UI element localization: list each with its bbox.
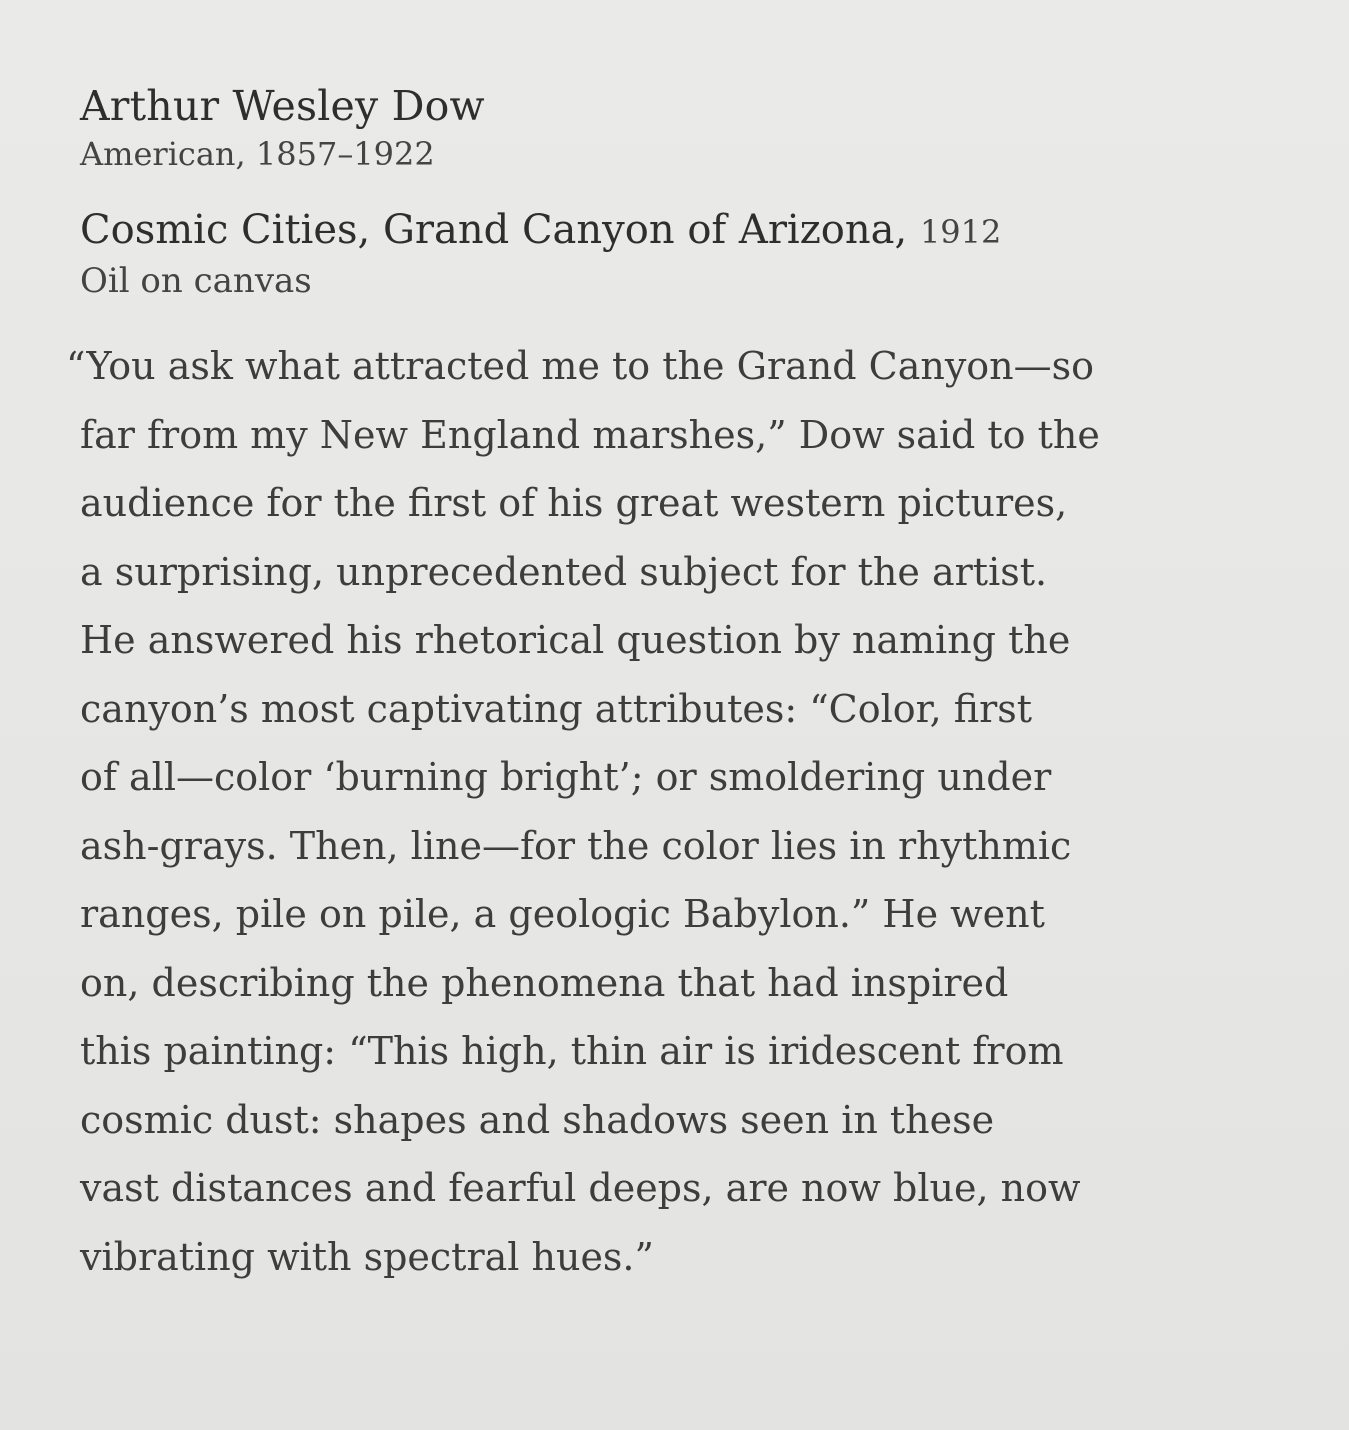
description-line: on, describing the phenomena that had inspired (80, 960, 1009, 1005)
artwork-title: Cosmic Cities, Grand Canyon of Arizona (80, 207, 895, 253)
description-line: vast distances and fearful deeps, are now blue, now (80, 1166, 1081, 1210)
description-line: vibrating with spectral hues.” (80, 1234, 654, 1279)
description-line: canyon’s most captivating attributes: “Color, first (80, 686, 1033, 731)
description-line: ash-grays. Then, line—for the color lies in rhythmic (80, 823, 1072, 868)
description-line: He answered his rhetorical question by naming the (80, 618, 1071, 662)
artwork-medium: Oil on canvas (80, 261, 312, 301)
description-line: ranges, pile on pile, a geologic Babylon.” He went (80, 892, 1045, 936)
description-text (66, 332, 1289, 1291)
artwork-title-line (80, 204, 1289, 258)
artist-nationality-dates: American, 1857–1922 (80, 135, 435, 173)
description-line: “You ask what attracted me to the Grand Canyon—so (66, 344, 1095, 388)
description-line: of all—color ‘burning bright’; or smoldering under (80, 755, 1052, 799)
description-line: cosmic dust: shapes and shadows seen in these (80, 1097, 995, 1142)
description-line: audience for the first of his great western pictures, (80, 481, 1068, 525)
artist-name: Arthur Wesley Dow (80, 82, 485, 130)
description-line: far from my New England marshes,” Dow said to the (80, 412, 1100, 457)
artwork-year: 1912 (919, 213, 1002, 251)
title-year-separator: , (894, 207, 920, 253)
description-line: a surprising, unprecedented subject for the artist. (80, 549, 1048, 594)
description-line: this painting: “This high, thin air is iridescent from (80, 1029, 1064, 1073)
